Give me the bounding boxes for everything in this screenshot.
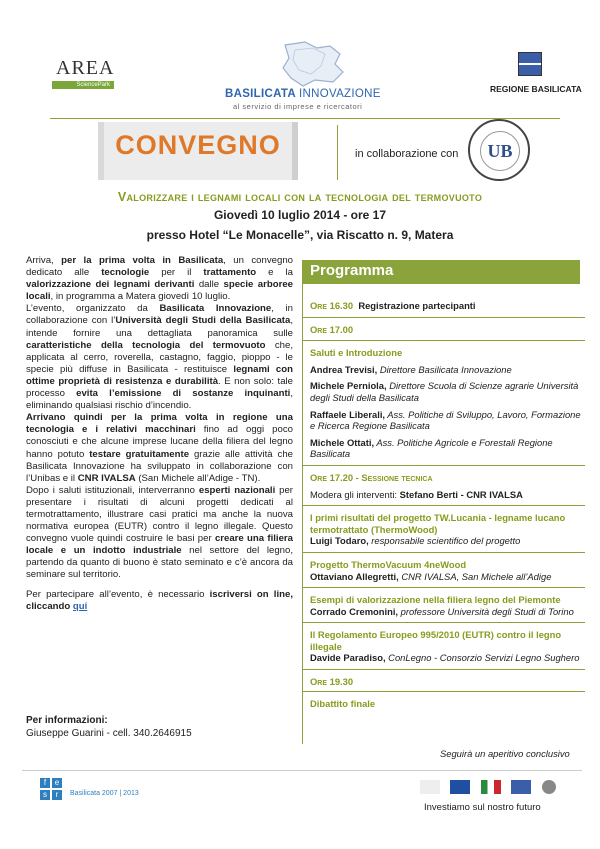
- programma-list: [310, 300, 585, 709]
- event-headline: Valorizzare i legnami locali con la tecnologia del termovuoto: [117, 190, 483, 204]
- talk-title: Esempi di valorizzazione nella filiera legno del Piemonte: [310, 594, 561, 606]
- description-paragraph: L’evento, organizzato da Basilicata Innovazione, in collaborazione con l’Università degli Studi della Basilicata, intende fornire una dettagliata panoramica sulle caratteristiche della tecnologia del termovuoto che, applicata al cerro, roverella, castagno, faggio, pioppo - le specie più diffuse in Basilicata - restituisce legnami con ottime proprietà di resistenza e durabilità. E non solo: tale processo evita l’emissione di sostanze inquinanti, eliminando qualsiasi rischio d’incendio.: [26, 303, 293, 412]
- info-title: Per informazioni:: [26, 715, 108, 726]
- eu-fund-logo: [420, 780, 440, 794]
- registration-link[interactable]: qui: [72, 600, 88, 612]
- schedule-time: Ore 17.20 - Sessione tecnica: [310, 471, 433, 483]
- closing-note: Seguirà un aperitivo conclusivo: [440, 748, 570, 759]
- speaker: Ottaviano Allegretti, CNR IVALSA, San Michele all’Adige: [310, 570, 552, 582]
- speaker: Michele Ottati, Ass. Politiche Agricole e Forestali Regione Basilicata: [310, 436, 553, 460]
- divider: [302, 622, 585, 623]
- region-small-logo: [511, 780, 531, 794]
- header-divider: [50, 118, 560, 119]
- fesr-letter: f: [40, 778, 50, 788]
- speaker: Michele Perniola, Direttore Scuola di Scienze agrarie Università degli Studi della Basilicata: [310, 380, 579, 403]
- fesr-logo: [40, 778, 160, 808]
- talk-title: Il Regolamento Europeo 995/2010 (EUTR) contro il legno illegale: [310, 629, 562, 652]
- registration-paragraph: Per partecipare all’evento, è necessario iscriversi on line, cliccando qui: [26, 588, 294, 612]
- basilicata-innovazione-logo: [225, 40, 385, 110]
- programma-title: Programma: [310, 262, 394, 279]
- speaker: Luigi Todaro, responsabile scientifico del progetto: [310, 535, 521, 547]
- programma-border: [302, 284, 303, 744]
- schedule-time: Ore 19.30: [310, 676, 354, 688]
- description-paragraph: Arriva, per la prima volta in Basilicata, un convegno dedicato alle tecnologie per il trattamento e la valorizzazione dei legnami derivanti dalle specie arboree locali, in programma a Matera giovedì 10 luglio.: [26, 255, 293, 303]
- divider: [302, 552, 585, 553]
- unibas-mark: UB: [480, 131, 520, 171]
- divider: [302, 317, 585, 318]
- talk-title: I primi risultati del progetto TW.Lucania - legname lucano termotrattato (ThermoWood): [310, 512, 566, 535]
- convegno-title: CONVEGNO: [115, 130, 281, 160]
- divider: [302, 669, 585, 670]
- event-description: [26, 255, 293, 613]
- fesr-label: Basilicata 2007 | 2013: [70, 790, 139, 797]
- basilicata-map-icon: [255, 40, 365, 88]
- event-date: Giovedì 10 luglio 2014 - ore 17: [213, 208, 387, 222]
- divider: [302, 340, 585, 341]
- moderator: Modera gli interventi: Stefano Berti - CNR IVALSA: [310, 488, 523, 500]
- fesr-letter: e: [52, 778, 62, 788]
- divider: [302, 465, 585, 466]
- divider: [302, 587, 585, 588]
- banner-divider: [337, 125, 338, 180]
- area-logo-word: AREA: [56, 57, 115, 79]
- eu-flag-icon: [450, 780, 470, 794]
- area-logo-sub: SciencePark: [52, 81, 114, 89]
- fesr-letter: s: [40, 790, 50, 800]
- event-venue: presso Hotel “Le Monacelle”, via Riscatto n. 9, Matera: [146, 228, 454, 242]
- footer-tagline: Investiamo sul nostro futuro: [424, 802, 541, 813]
- speaker: Andrea Trevisi, Direttore Basilicata Innovazione: [310, 363, 512, 375]
- footer-divider: [22, 770, 582, 771]
- divider: [302, 691, 585, 692]
- session-title: Saluti e Introduzione: [310, 347, 403, 359]
- talk-title: Progetto ThermoVacuum 4neWood: [310, 558, 467, 570]
- session-title: Dibattito finale: [310, 697, 376, 709]
- bi-logo-tagline: al servizio di imprese e ricercatori: [233, 102, 363, 111]
- speaker: Corrado Cremonini, professore Università degli Studi di Torino: [310, 605, 574, 617]
- divider: [302, 505, 585, 506]
- description-paragraph: Dopo i saluti istituzionali, interverranno esperti nazionali per presentare i risultati di alcuni progetti dedicati al termotrattamento, illustrare casi pratici ma anche la nuova normativa europea (EUTR) contro il legno illegale. Questo convegno vuole quindi costruire le basi per creare una filiera locale e un indotto industriale nel settore del legno, partendo da quanto di buono è stato seminato e c’è ancora da seminare sul territorio.: [26, 484, 293, 581]
- fesr-letter: r: [52, 790, 62, 800]
- funding-logos: [420, 778, 570, 798]
- speaker: Davide Paradiso, ConLegno - Consorzio Servizi Legno Sughero: [310, 652, 580, 664]
- regione-basilicata-logo: [490, 52, 582, 97]
- region-label: REGIONE BASILICATA: [490, 84, 582, 94]
- schedule-item: Ore 16.30 Registrazione partecipanti: [310, 300, 476, 311]
- bi-logo-name: BASILICATA INNOVAZIONE: [225, 88, 381, 100]
- collaboration-label: in collaborazione con: [355, 148, 459, 160]
- region-crest-icon: [518, 52, 542, 76]
- info-contact: Giuseppe Guarini - cell. 340.2646915: [26, 728, 192, 739]
- speaker: Raffaele Liberali, Ass. Politiche di Sviluppo, Lavoro, Formazione e Ricerca Regione Basilicata: [310, 408, 581, 432]
- republic-emblem-icon: [542, 780, 556, 794]
- area-sciencepark-logo: [52, 55, 122, 100]
- description-paragraph: Arrivano quindi per la prima volta in regione una tecnologia e i relativi macchinari fino ad oggi poco conosciuti e che alcune imprese lucane della filiera del legno hanno potuto testare gratuitamente grazie alle attività che Basilicata Innovazione ha sviluppato in collaborazione con l’Unibas e il CNR IVALSA (San Michele all’Adige - TN).: [26, 412, 293, 484]
- unibas-seal: [468, 119, 530, 181]
- schedule-time: Ore 17.00: [310, 323, 354, 335]
- italy-flag-icon: [481, 780, 501, 794]
